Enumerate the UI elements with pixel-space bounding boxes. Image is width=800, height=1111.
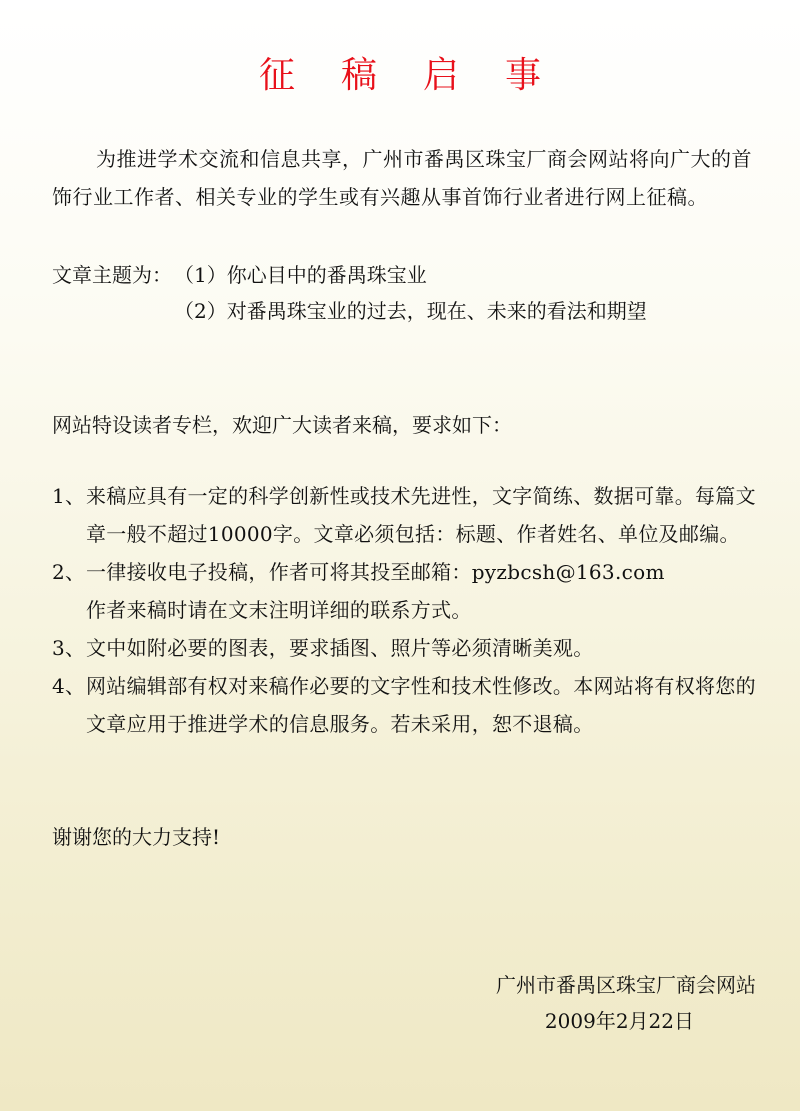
list-item-number: 2、 — [52, 560, 86, 584]
list-item-text: 网站编辑部有权对来稿作必要的文字性和技术性修改。本网站将有权将您的文章应用于推进学术的信息服务。若未采用，恕不退稿。 — [86, 674, 756, 736]
list-item — [52, 667, 764, 743]
list-item-number: 4、 — [52, 674, 86, 698]
intro-paragraph: 为推进学术交流和信息共享，广州市番禺区珠宝厂商会网站将向广大的首饰行业工作者、相关专业的学生或有兴趣从事首饰行业者进行网上征稿。 — [52, 147, 752, 209]
topic-item-1: （1）你心目中的番禺珠宝业 — [174, 263, 427, 287]
list-item — [52, 629, 764, 667]
column-notice: 网站特设读者专栏，欢迎广大读者来稿，要求如下： — [52, 413, 512, 437]
list-item-text: 来稿应具有一定的科学创新性或技术先进性，文字简练、数据可靠。每篇文章一般不超过10000字。文章必须包括：标题、作者姓名、单位及邮编。 — [86, 484, 756, 546]
topics-label: 文章主题为： — [52, 263, 172, 287]
page-title: 征稿启事 — [258, 55, 587, 96]
requirements-list — [52, 477, 764, 743]
list-item — [52, 477, 764, 553]
list-item-number: 1、 — [52, 484, 86, 508]
topic-item-2: （2）对番禺珠宝业的过去，现在、未来的看法和期望 — [174, 299, 647, 323]
signature-date: 2009年2月22日 — [544, 1009, 694, 1033]
list-item-text: 一律接收电子投稿，作者可将其投至邮箱：pyzbcsh@163.com — [86, 560, 665, 584]
list-item-number: 3、 — [52, 636, 86, 660]
thanks-line: 谢谢您的大力支持! — [52, 825, 221, 849]
list-item-subtext: 作者来稿时请在文末注明详细的联系方式。 — [86, 598, 472, 622]
list-item-text: 文中如附必要的图表，要求插图、照片等必须清晰美观。 — [86, 636, 594, 660]
signature-org: 广州市番禺区珠宝厂商会网站 — [496, 973, 756, 997]
list-item — [52, 553, 764, 629]
